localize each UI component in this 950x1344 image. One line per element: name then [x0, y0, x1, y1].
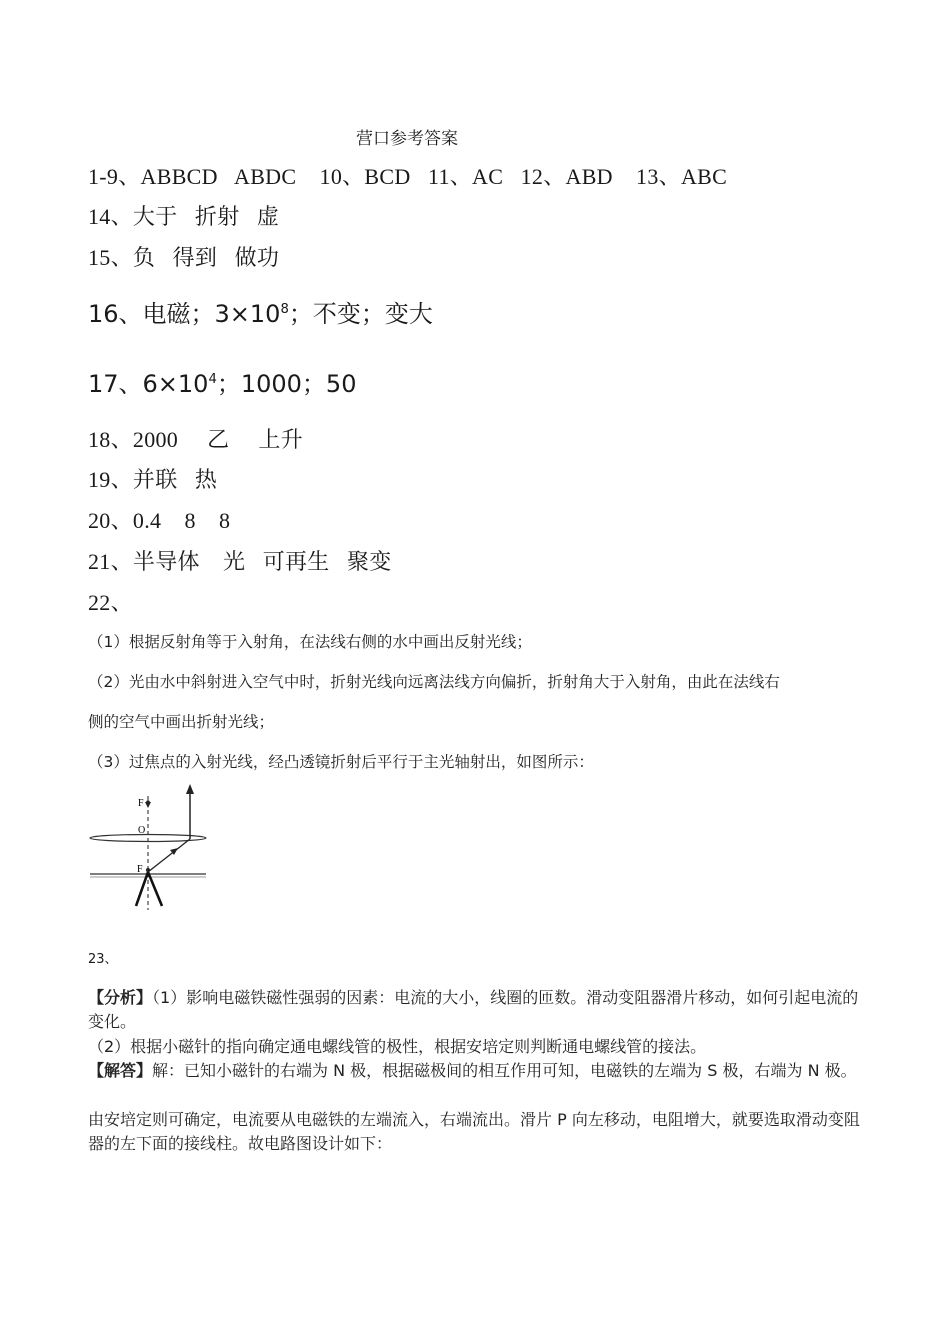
optics-diagram: [82, 782, 210, 910]
answer-19: 19、并联 热: [88, 467, 218, 492]
q23-answer: [88, 1059, 863, 1083]
answer-18: 18、2000 乙 上升: [88, 427, 304, 452]
q22-step-1: （1）根据反射角等于入射角，在法线右侧的水中画出反射光线；: [88, 633, 532, 651]
answer-17-exponent: 4: [208, 372, 217, 387]
answer-21: 21、半导体 光 可再生 聚变: [88, 549, 392, 574]
analysis-text-1: （1）影响电磁铁磁性强弱的因素：电流的大小，线圈的匝数。滑动变阻器滑片移动，如何引起电流的变化。: [88, 988, 859, 1031]
answer-20: 20、0.4 8 8: [88, 508, 231, 533]
answer-16: [88, 294, 433, 329]
analysis-tag: 【分析】: [88, 988, 153, 1007]
refracted-ray: [148, 839, 190, 872]
answer-16-text: 16、电磁；3×10: [88, 300, 281, 328]
answer-22-number: 22、: [88, 590, 133, 615]
q22-step-3: （3）过焦点的入射光线，经凸透镜折射后平行于主光轴射出，如图所示：: [88, 753, 594, 771]
emergent-ray-arrow: [186, 784, 194, 794]
focus-top-label: F: [138, 798, 144, 809]
answer-tag: 【解答】: [88, 1061, 153, 1080]
q23-number: 23、: [88, 952, 118, 967]
focus-bottom-label: F: [137, 864, 143, 875]
q23-analysis-2: （2）根据小磁针的指向确定通电螺线管的极性，根据安培定则判断通电螺线管的接法。: [88, 1037, 707, 1056]
q22-step-2: （2）光由水中斜射进入空气中时，折射光线向远离法线方向偏折，折射角大于入射角，由此在法线右: [88, 673, 780, 691]
answer-17: [88, 364, 356, 399]
arrow-head: [145, 802, 151, 808]
answer-text-1: 解：已知小磁针的右端为 N 极，根据磁极间的相互作用可知，电磁铁的左端为 S 极，右端为 N 极。: [152, 1061, 857, 1080]
q22-step-2-cont: 侧的空气中画出折射光线；: [88, 713, 275, 731]
q23-analysis: [88, 986, 863, 1034]
q23-answer-2: 由安培定则可确定，电流要从电磁铁的左端流入，右端流出。滑片 P 向左移动，电阻增大，就要选取滑动变阻器的左下面的接线柱。故电路图设计如下：: [88, 1110, 860, 1153]
answer-16-rest: ；不变；变大: [288, 300, 433, 328]
answer-14: 14、大于 折射 虚: [88, 204, 280, 229]
answer-16-exponent: 8: [280, 302, 289, 317]
answer-17-text: 17、6×10: [88, 370, 209, 398]
optical-center-label: O: [138, 825, 146, 836]
answer-17-rest: ；1000；50: [216, 370, 357, 398]
answer-1-13: 1-9、ABBCD ABDC 10、BCD 11、AC 12、ABD 13、ABC: [88, 164, 728, 189]
page-title: 营口参考答案: [356, 129, 458, 148]
answer-15: 15、负 得到 做功: [88, 245, 280, 270]
